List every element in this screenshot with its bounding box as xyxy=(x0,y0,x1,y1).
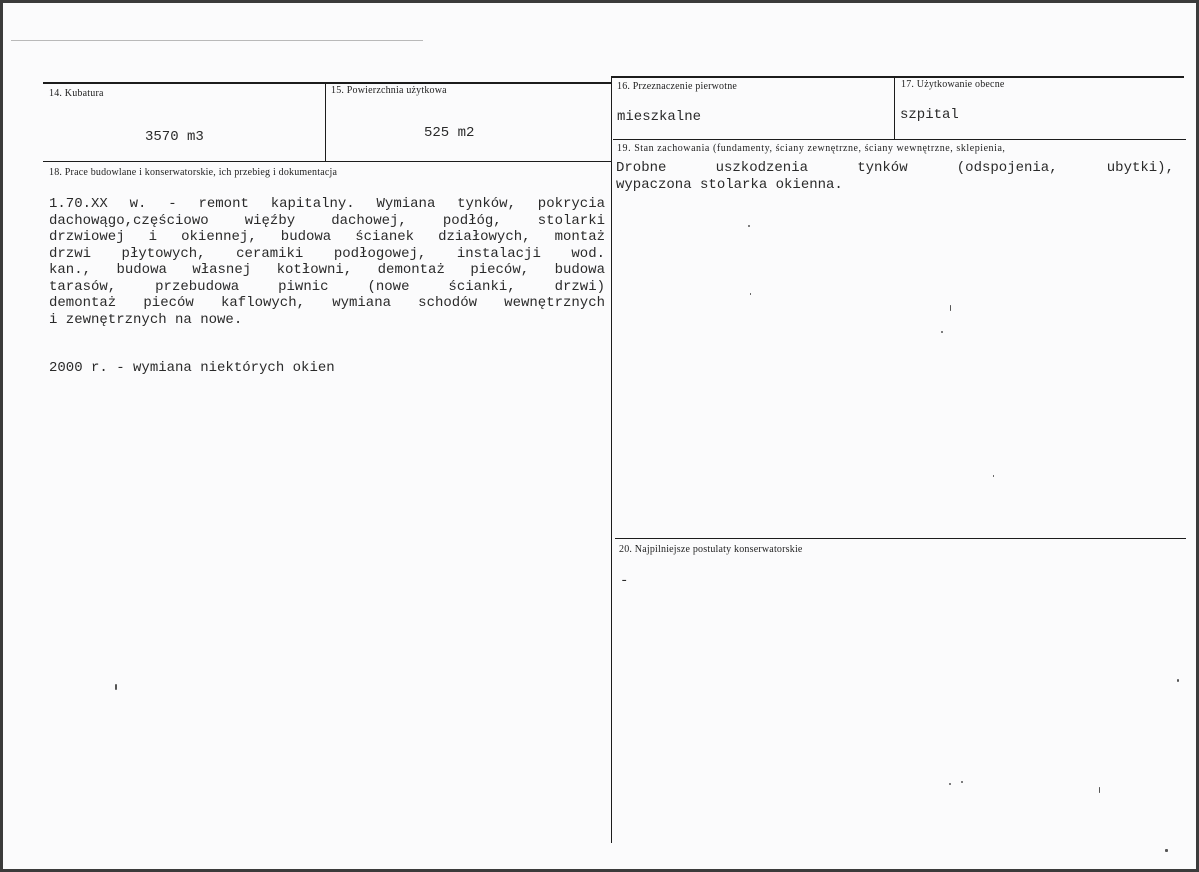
field-20-label: 20. Najpilniejsze postulaty konserwatorskie xyxy=(619,544,803,555)
field-14-label: 14. Kubatura xyxy=(49,88,104,99)
top-border-line-right xyxy=(611,76,1184,78)
field-15-label: 15. Powierzchnia użytkowa xyxy=(331,85,447,96)
field-18-line: drzwi płytowych, ceramiki podłogowej, instalacji wod. xyxy=(49,245,605,262)
field-18-label: 18. Prace budowlane i konserwatorskie, ich przebieg i dokumentacja xyxy=(49,167,338,178)
record-card xyxy=(3,3,1196,869)
col-divider-f16-f17 xyxy=(894,77,895,140)
scan-speck xyxy=(961,781,963,783)
field-15-value: 525 m2 xyxy=(424,125,475,141)
field-18-text xyxy=(49,196,605,328)
field-17-value: szpital xyxy=(900,107,959,123)
top-faint-rule xyxy=(11,40,423,41)
field-18-extra: 2000 r. - wymiana niektórych okien xyxy=(49,360,335,376)
scan-speck xyxy=(750,293,751,295)
row-divider-f19 xyxy=(613,139,1186,140)
field-19-label: 19. Stan zachowania (fundamenty, ściany zewnętrzne, ściany wewnętrzne, sklepienia, xyxy=(617,143,1006,154)
scan-speck xyxy=(748,225,750,227)
top-border-line xyxy=(43,82,611,84)
field-16-label: 16. Przeznaczenie pierwotne xyxy=(617,81,738,92)
scan-speck xyxy=(1099,787,1100,793)
field-18-line: 1.70.XX w. - remont kapitalny. Wymiana tynków, pokrycia xyxy=(49,196,605,212)
scan-speck xyxy=(1177,679,1179,682)
field-18-line: demontaż pieców kaflowych, wymiana schodów wewnętrznych xyxy=(49,295,605,311)
field-18-line: drzwiowej i okiennej, budowa ścianek działowych, montaż xyxy=(49,229,605,245)
field-18-line: dachowągo,częściowo więźby dachowej, podłóg, stolarki xyxy=(49,212,605,229)
scan-speck xyxy=(993,475,994,477)
scan-speck xyxy=(1165,849,1168,852)
col-divider-main xyxy=(611,77,612,843)
scan-speck xyxy=(949,783,951,785)
field-19-text xyxy=(616,160,1174,193)
field-17-label: 17. Użytkowanie obecne xyxy=(901,79,1005,90)
field-20-value: - xyxy=(620,573,629,589)
scan-speck xyxy=(941,331,943,333)
field-18-line: kan., budowa własnej kotłowni, demontaż pieców, budowa xyxy=(49,262,605,278)
field-19-line: Drobne uszkodzenia tynków (odspojenia, ubytki), xyxy=(616,160,1174,176)
field-18-line: i zewnętrznych na nowe. xyxy=(49,311,243,328)
scan-speck xyxy=(950,305,951,311)
field-18-line: tarasów, przebudowa piwnic (nowe ścianki, drzwi) xyxy=(49,278,605,295)
row-divider-f20 xyxy=(615,538,1186,539)
field-14-value: 3570 m3 xyxy=(145,129,204,145)
field-16-value: mieszkalne xyxy=(617,109,702,125)
row-divider-f18 xyxy=(43,161,611,162)
field-19-line: wypaczona stolarka okienna. xyxy=(616,176,843,193)
scan-speck xyxy=(115,684,117,690)
col-divider-f14-f15 xyxy=(325,83,326,162)
